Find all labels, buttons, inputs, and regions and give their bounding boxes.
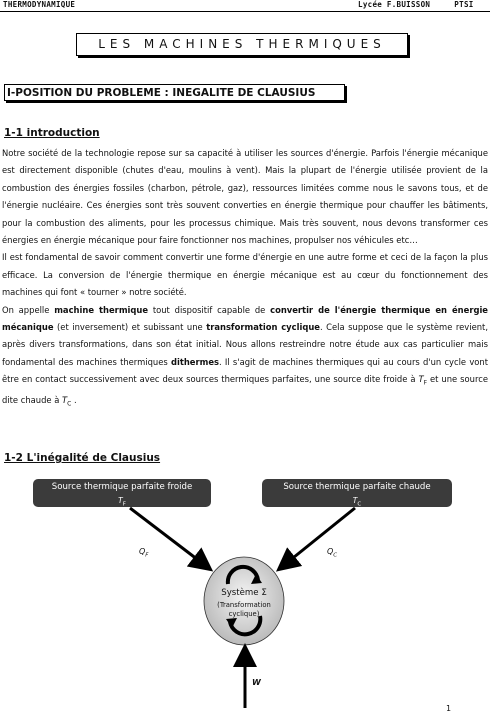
section-heading: I-POSITION DU PROBLEME : INEGALITE DE CLAUSIUS — [4, 84, 345, 101]
qc-label: $Q_C$ — [327, 547, 338, 559]
intro-paragraph-1: Notre société de la technologie repose sur sa capacité à utiliser les sources d'énergie. Parfois l'énergie mécanique est directement disponible (chutes d'eau, moulins à vent). Mais la plupart de l'énergie utilisée provient de la combustion des énergies fossiles (charbon, pétrole, gaz), ressources limitées comme nous le savons tous, et de l'énergie nucléaire. Ces énergies sont très souvent converties en énergie thermique pour chauffer les bâtiments, pour la combustion des aliments, pour les processus chimique. Mais très souvent, nous devons transformer ces énergies en énergie mécanique pour faire fonctionner nos machines, propulser nos véhicules etc… — [2, 148, 488, 246]
hot-source-temp: $T_C$ — [352, 496, 362, 508]
system-note: (Transformation cyclique) — [217, 601, 271, 618]
subsection-intro-heading: 1-1 introduction — [4, 127, 100, 139]
hot-source-label: Source thermique parfaite chaude — [283, 482, 431, 492]
definition-paragraph: On appelle machine thermique tout dispositif capable de convertir de l'énergie thermique en énergie mécanique (et inversement) et subissant une transformation cyclique. Cela suppose que le système revient, après divers transformations, dans son état initial. Nous allons restreindre notre étude aux cas particulier mais fondamental des machines thermiques dithermes. Il s'agit de machines thermiques qui au cours d'un cycle vont être en contact successivement avec deux sources thermiques parfaites, une source dite froide à $T_F$ et une source dite chaude à $T_C$ . — [2, 304, 488, 409]
system-label: Système Σ — [221, 588, 267, 598]
intro-paragraph-2: Il est fondamental de savoir comment convertir une forme d'énergie en une autre forme et ceci de la façon la plus efficace. La conversion de l'énergie thermique en énergie mécanique est au cœur du fonctionnement des machines qui font « tourner » notre société. — [2, 252, 488, 298]
header-school: Lycée F.BUISSON PTSI — [358, 0, 474, 9]
qc-arrow — [283, 508, 355, 566]
header-subject: THERMODYNAMIQUE — [3, 0, 76, 9]
subsection-clausius-heading: 1-2 L'inégalité de Clausius — [4, 452, 161, 464]
qf-label: $Q_F$ — [139, 547, 149, 559]
cold-source-temp: $T_F$ — [118, 496, 126, 508]
work-label: W — [252, 678, 261, 687]
page-number: 1 — [446, 704, 452, 713]
document-title: LES MACHINES THERMIQUES — [76, 33, 408, 56]
cold-source-label: Source thermique parfaite froide — [51, 482, 193, 492]
